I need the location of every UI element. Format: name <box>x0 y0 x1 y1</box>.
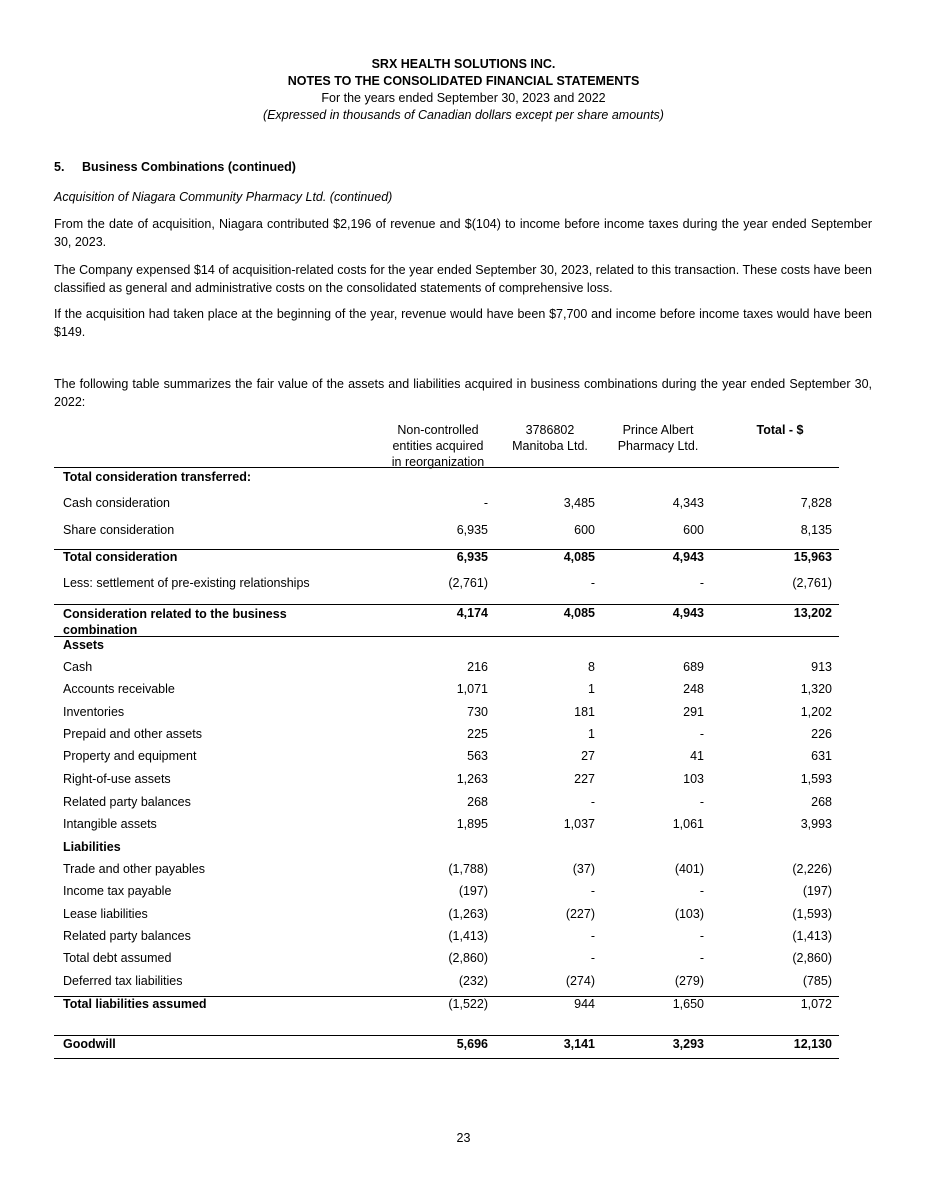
column-header-line: Manitoba Ltd. <box>512 439 588 453</box>
cell-value: (197) <box>458 884 488 898</box>
row-label: Related party balances <box>63 929 191 943</box>
row-label: Income tax payable <box>63 884 172 898</box>
column-header-line: in reorganization <box>391 455 485 469</box>
table-rule <box>54 1035 839 1036</box>
cell-value: - <box>699 884 704 898</box>
cell-value: (401) <box>674 862 704 876</box>
paragraph-revenue-contribution: From the date of acquisition, Niagara contributed $2,196 of revenue and $(104) to income before income taxes during the year ended September 30, 2023. <box>54 217 872 249</box>
cell-value: - <box>590 929 595 943</box>
cell-value: 600 <box>574 523 595 537</box>
cell-value: 631 <box>811 749 832 763</box>
row-label: Trade and other payables <box>63 862 205 876</box>
company-name: SRX HEALTH SOLUTIONS INC. <box>371 57 556 71</box>
table-row <box>54 727 839 749</box>
table-row <box>54 795 839 817</box>
cell-value: - <box>699 951 704 965</box>
cell-value: 3,141 <box>563 1037 595 1051</box>
cell-value: 4,085 <box>563 550 595 564</box>
table-row <box>54 840 839 862</box>
cell-value: 730 <box>467 705 488 719</box>
cell-value: 944 <box>574 997 595 1011</box>
cell-value: - <box>699 929 704 943</box>
cell-value: 6,935 <box>456 550 488 564</box>
cell-value: 1 <box>588 727 595 741</box>
period-line: For the years ended September 30, 2023 and 2022 <box>321 91 606 105</box>
cell-value: - <box>699 795 704 809</box>
row-label-line: Consideration related to the business <box>63 607 287 621</box>
column-header-line: 3786802 <box>525 423 575 437</box>
cell-value: 3,293 <box>672 1037 704 1051</box>
cell-value: 1,593 <box>800 772 832 786</box>
row-label: Cash <box>63 660 93 674</box>
cell-value: (37) <box>572 862 595 876</box>
row-label: Total liabilities assumed <box>63 997 207 1011</box>
cell-value: - <box>699 576 704 590</box>
row-label-line: combination <box>63 623 138 637</box>
row-label: Prepaid and other assets <box>63 727 202 741</box>
row-label: Right-of-use assets <box>63 772 171 786</box>
table-row <box>54 606 839 637</box>
table-row <box>54 749 839 771</box>
row-label: Inventories <box>63 705 125 719</box>
document-title: NOTES TO THE CONSOLIDATED FINANCIAL STATEMENTS <box>287 74 640 88</box>
cell-value: - <box>590 951 595 965</box>
cell-value: (785) <box>802 974 832 988</box>
table-row <box>54 929 839 951</box>
cell-value: 1,895 <box>456 817 488 831</box>
cell-value: 8,135 <box>800 523 832 537</box>
cell-value: - <box>590 884 595 898</box>
column-header-line: entities acquired <box>392 439 484 453</box>
cell-value: 15,963 <box>793 550 832 564</box>
cell-value: (197) <box>802 884 832 898</box>
table-row <box>54 523 839 545</box>
cell-value: 181 <box>574 705 595 719</box>
table-row <box>54 1037 839 1059</box>
column-header-line: Non-controlled <box>397 423 479 437</box>
cell-value: 13,202 <box>793 606 832 620</box>
row-label: Assets <box>63 638 104 652</box>
row-label: Intangible assets <box>63 817 157 831</box>
cell-value: 1,061 <box>672 817 704 831</box>
column-header-manitoba <box>500 422 600 454</box>
row-label: Liabilities <box>63 840 121 854</box>
cell-value: - <box>590 795 595 809</box>
cell-value: 4,943 <box>672 550 704 564</box>
cell-value: 689 <box>683 660 704 674</box>
column-header-line: Pharmacy Ltd. <box>617 439 699 453</box>
cell-value: (1,413) <box>448 929 488 943</box>
table-row <box>54 576 839 598</box>
cell-value: 226 <box>811 727 832 741</box>
cell-value: 1,263 <box>456 772 488 786</box>
table-row <box>54 817 839 839</box>
table-row <box>54 974 839 996</box>
row-label: Goodwill <box>63 1037 116 1051</box>
cell-value: 12,130 <box>793 1037 832 1051</box>
cell-value: 4,174 <box>456 606 488 620</box>
row-label: Accounts receivable <box>63 682 175 696</box>
cell-value: 563 <box>467 749 488 763</box>
table-row <box>54 772 839 794</box>
paragraph-acquisition-costs: The Company expensed $14 of acquisition-related costs for the year ended September 30, 2023, related to this transaction. These costs have been classified as general and administrative costs on the consolidated statements of comprehensive loss. <box>54 263 872 295</box>
table-row <box>54 884 839 906</box>
column-header-prince-albert <box>606 422 710 454</box>
row-label: Lease liabilities <box>63 907 148 921</box>
cell-value: (1,263) <box>448 907 488 921</box>
cell-value: 41 <box>690 749 704 763</box>
cell-value: 216 <box>467 660 488 674</box>
page-header <box>0 56 927 124</box>
cell-value: (2,860) <box>448 951 488 965</box>
column-header-line: Total - $ <box>756 423 804 437</box>
cell-value: (1,522) <box>448 997 488 1011</box>
cell-value: 1,202 <box>800 705 832 719</box>
cell-value: (103) <box>674 907 704 921</box>
row-label: Property and equipment <box>63 749 197 763</box>
row-label: Total consideration <box>63 550 178 564</box>
cell-value: 291 <box>683 705 704 719</box>
cell-value: 3,993 <box>800 817 832 831</box>
table-row <box>54 862 839 884</box>
cell-value: 1,320 <box>800 682 832 696</box>
cell-value: (279) <box>674 974 704 988</box>
cell-value: 248 <box>683 682 704 696</box>
section-title: Business Combinations (continued) <box>82 160 296 174</box>
cell-value: 4,943 <box>672 606 704 620</box>
cell-value: (2,226) <box>792 862 832 876</box>
paragraph-table-intro: The following table summarizes the fair value of the assets and liabilities acquired in business combinations during the year ended September 30, 2022: <box>54 377 872 409</box>
row-label: Related party balances <box>63 795 191 809</box>
table-row <box>54 638 839 660</box>
table-row <box>54 907 839 929</box>
cell-value: 1,071 <box>456 682 488 696</box>
cell-value: (1,788) <box>448 862 488 876</box>
cell-value: 268 <box>467 795 488 809</box>
section-heading <box>54 160 296 174</box>
row-label: Less: settlement of pre-existing relationships <box>63 576 310 590</box>
cell-value: 225 <box>467 727 488 741</box>
table-rule <box>54 604 839 605</box>
cell-value: 6,935 <box>456 523 488 537</box>
cell-value: (2,860) <box>792 951 832 965</box>
table-row <box>54 682 839 704</box>
column-header-total <box>722 422 838 438</box>
cell-value: 913 <box>811 660 832 674</box>
cell-value: - <box>590 576 595 590</box>
cell-value: (2,761) <box>448 576 488 590</box>
row-label: Share consideration <box>63 523 175 537</box>
table-row <box>54 660 839 682</box>
cell-value: 4,085 <box>563 606 595 620</box>
table-row <box>54 951 839 973</box>
cell-value: 4,343 <box>672 496 704 510</box>
row-label: Deferred tax liabilities <box>63 974 183 988</box>
cell-value: 227 <box>574 772 595 786</box>
row-label: Total debt assumed <box>63 951 172 965</box>
cell-value: 103 <box>683 772 704 786</box>
cell-value: 3,485 <box>563 496 595 510</box>
subsection-title: Acquisition of Niagara Community Pharmacy Ltd. (continued) <box>54 190 393 204</box>
cell-value: 600 <box>683 523 704 537</box>
cell-value: 1,072 <box>800 997 832 1011</box>
cell-value: (227) <box>565 907 595 921</box>
currency-note: (Expressed in thousands of Canadian dollars except per share amounts) <box>263 108 664 122</box>
row-label: Cash consideration <box>63 496 171 510</box>
cell-value: 1 <box>588 682 595 696</box>
table-row <box>54 496 839 518</box>
cell-value: 1,037 <box>563 817 595 831</box>
cell-value: 27 <box>581 749 595 763</box>
cell-value: (2,761) <box>792 576 832 590</box>
column-header-line: Prince Albert <box>622 423 694 437</box>
cell-value: - <box>483 496 488 510</box>
cell-value: - <box>699 727 704 741</box>
table-rule <box>54 467 839 468</box>
cell-value: 1,650 <box>672 997 704 1011</box>
cell-value: (274) <box>565 974 595 988</box>
paragraph-pro-forma: If the acquisition had taken place at the beginning of the year, revenue would have been $7,700 and income before income taxes would have been $149. <box>54 307 872 339</box>
row-label: Total consideration transferred: <box>63 470 251 484</box>
table-row <box>54 470 839 492</box>
cell-value: 7,828 <box>800 496 832 510</box>
section-number: 5. <box>54 160 65 174</box>
cell-value: 8 <box>588 660 595 674</box>
table-row <box>54 705 839 727</box>
page-number: 23 <box>456 1131 471 1145</box>
cell-value: 5,696 <box>456 1037 488 1051</box>
cell-value: 268 <box>811 795 832 809</box>
cell-value: (1,593) <box>792 907 832 921</box>
column-header-non-controlled <box>380 422 496 470</box>
cell-value: (232) <box>458 974 488 988</box>
table-row <box>54 997 839 1019</box>
table-row <box>54 550 839 572</box>
cell-value: (1,413) <box>792 929 832 943</box>
